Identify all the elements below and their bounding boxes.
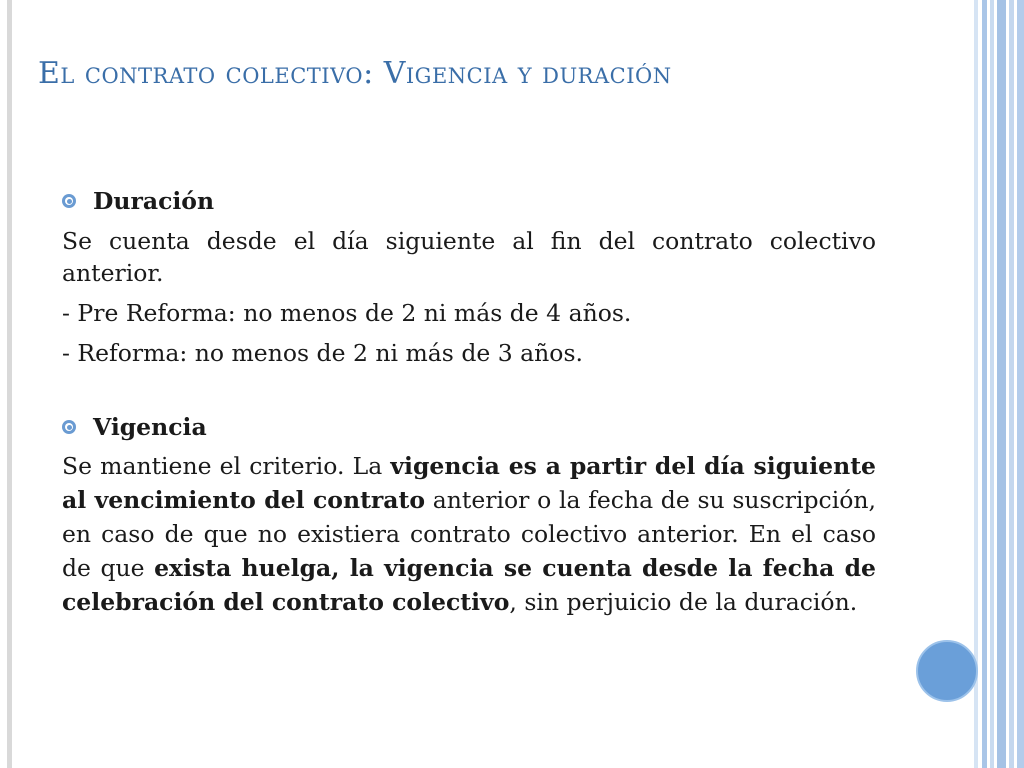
text-segment-bold: vigencia es a partir del día siguiente al vencimiento del contrato (62, 452, 876, 514)
decorative-circle (916, 640, 978, 702)
stripe (1017, 0, 1024, 768)
text-segment: Se mantiene el criterio. La (62, 452, 391, 480)
duracion-line-pre-reforma: - Pre Reforma: no menos de 2 ni más de 4 años. (62, 299, 632, 327)
stripe (990, 0, 994, 768)
section-heading-label: Vigencia (93, 413, 207, 441)
bullet-circle-icon (62, 194, 76, 208)
slide-content (62, 181, 876, 619)
bullet-circle-icon (62, 420, 76, 434)
right-decorative-stripes (974, 0, 1024, 768)
duracion-paragraph: Se cuenta desde el día siguiente al fin del contrato colectivo anterior. (62, 227, 876, 287)
stripe (997, 0, 1006, 768)
text-segment-bold: exista huelga, la vigencia se cuenta desde la fecha de celebración del contrato colectivo (62, 554, 876, 616)
vigencia-paragraph (62, 449, 876, 619)
text-segment: anterior o la fecha de su suscripción, en caso de que no existiera contrato colectivo anterior. En el caso de que (62, 486, 876, 582)
text-segment: , sin perjuicio de la duración. (509, 588, 858, 616)
left-border-line (7, 0, 12, 768)
stripe (982, 0, 987, 768)
section-heading-duracion (93, 181, 876, 221)
section-heading-label: Duración (93, 187, 215, 215)
stripe (974, 0, 978, 768)
duracion-line-reforma: - Reforma: no menos de 2 ni más de 3 años. (62, 339, 583, 367)
section-heading-vigencia (93, 407, 876, 447)
slide-title: El contrato colectivo: Vigencia y duración (38, 56, 672, 91)
stripe (1009, 0, 1014, 768)
